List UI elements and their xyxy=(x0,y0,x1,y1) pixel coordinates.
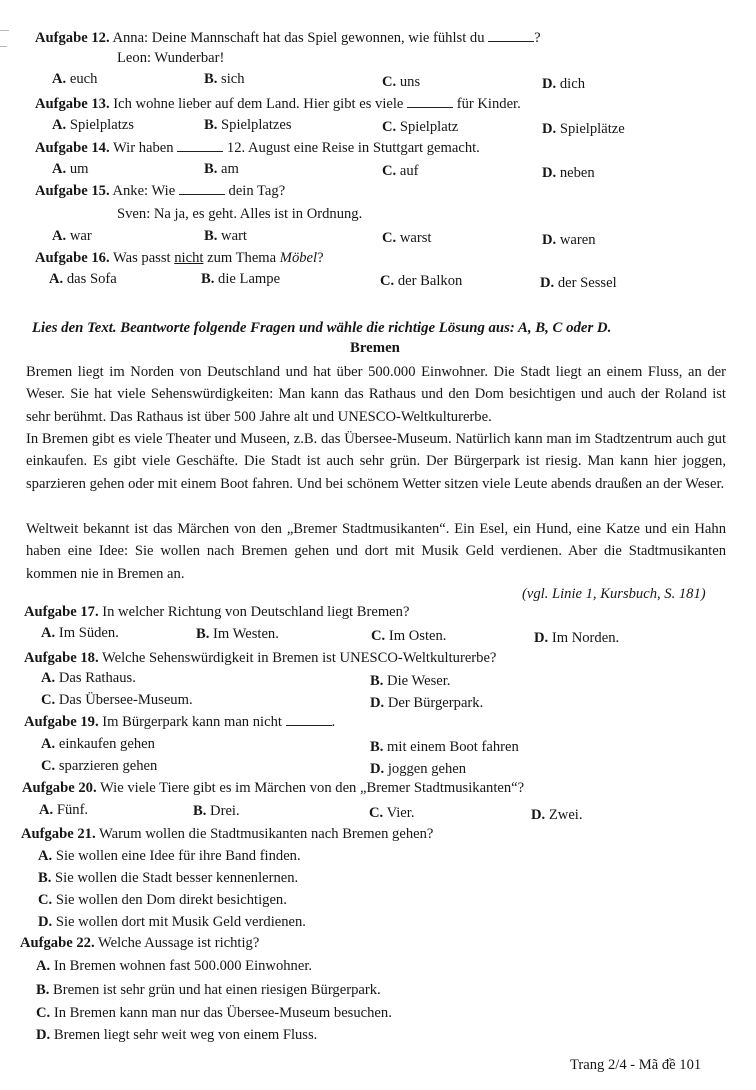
question-text-end: ? xyxy=(534,30,541,46)
question-text: Was passt xyxy=(112,250,171,266)
question-12 xyxy=(35,30,541,48)
paragraph-2: In Bremen gibt es viele Theater und Museen, z.B. das Übersee-Museum. Natürlich kann man im Stadtzentrum auch gut einkaufen. Es gibt viele Geschäfte. Die Stadt ist auch sehr grün. Der Bürgerpark ist riesig. Man kann hier joggen, sparzieren gehen oder mit einem Boot fahren. Und bei schönem Wetter sitzen viele Leute abends draußen an der Weser. xyxy=(26,431,726,492)
option-a[interactable]: A. einkaufen gehen xyxy=(41,736,155,752)
page-footer: Trang 2/4 - Mã đề 101 xyxy=(570,1057,702,1073)
question-number: Aufgabe 20. xyxy=(22,780,97,796)
paragraph-1: Bremen liegt im Norden von Deutschland und hat über 500.000 Einwohner. Die Stadt liegt an einem Fluss, an der Weser. Sie hat viele Sehenswürdigkeiten: Man kann das Rathaus und den Dom besichtigen und auch der Roland ist sehr berühmt. Das Rathaus ist über 500 Jahre alt und UNESCO-Weltkulturerbe. xyxy=(26,364,726,425)
option-b[interactable]: B. Drei. xyxy=(193,803,240,819)
option-c[interactable]: C. der Balkon xyxy=(380,273,463,289)
option-a[interactable]: A. Spielplatzs xyxy=(52,117,134,133)
question-number: Aufgabe 18. xyxy=(24,650,99,666)
question-19 xyxy=(24,714,335,732)
option-c[interactable]: C. auf xyxy=(382,163,419,179)
text-title: Bremen xyxy=(350,340,400,356)
answer-blank[interactable] xyxy=(407,96,453,108)
question-text: Welche Aussage ist richtig? xyxy=(97,935,260,951)
option-a[interactable]: A. In Bremen wohnen fast 500.000 Einwohner. xyxy=(36,958,313,974)
option-d[interactable]: D. joggen gehen xyxy=(370,761,467,777)
question-text-end: ? xyxy=(317,250,324,266)
option-d[interactable]: D. Der Bürgerpark. xyxy=(370,695,484,711)
question-text: Welche Sehenswürdigkeit in Bremen ist UNESCO-Weltkulturerbe? xyxy=(101,650,497,666)
question-17 xyxy=(24,604,409,622)
option-b[interactable]: B. sich xyxy=(204,71,245,87)
option-d[interactable]: D. der Sessel xyxy=(540,275,617,291)
question-text: Anke: Wie xyxy=(112,183,176,199)
question-14 xyxy=(35,140,480,158)
question-text: In welcher Richtung von Deutschland liegt Bremen? xyxy=(102,604,410,620)
question-text-end: . xyxy=(331,714,336,730)
option-c[interactable]: C. Im Osten. xyxy=(371,628,447,644)
question-number: Aufgabe 15. xyxy=(35,183,110,199)
option-c[interactable]: C. uns xyxy=(382,74,421,90)
option-b[interactable]: B. mit einem Boot fahren xyxy=(370,739,519,755)
question-text: Ich wohne lieber auf dem Land. Hier gibt es viele xyxy=(113,96,404,112)
scan-mark xyxy=(0,46,7,47)
option-d[interactable]: D. neben xyxy=(542,165,595,181)
option-a[interactable]: A. das Sofa xyxy=(49,271,117,287)
question-16 xyxy=(35,250,324,268)
option-d[interactable]: D. Bremen liegt sehr weit weg von einem Fluss. xyxy=(36,1027,318,1043)
question-13 xyxy=(35,96,521,114)
question-20 xyxy=(22,780,524,798)
answer-blank[interactable] xyxy=(177,140,223,152)
question-text: Anna: Deine Mannschaft hat das Spiel gewonnen, wie fühlst du xyxy=(112,30,485,46)
option-a[interactable]: A. war xyxy=(52,228,92,244)
option-a[interactable]: A. Sie wollen eine Idee für ihre Band finden. xyxy=(38,848,301,864)
underlined-word: nicht xyxy=(174,250,204,266)
option-b[interactable]: B. Im Westen. xyxy=(196,626,279,642)
question-text-end: dein Tag? xyxy=(228,183,286,199)
option-c[interactable]: C. Vier. xyxy=(369,805,415,821)
option-c[interactable]: C. Sie wollen den Dom direkt besichtigen. xyxy=(38,892,287,908)
option-c[interactable]: C. Spielplatz xyxy=(382,119,459,135)
option-b[interactable]: B. Die Weser. xyxy=(370,673,451,689)
option-a[interactable]: A. um xyxy=(52,161,89,177)
option-d[interactable]: D. Im Norden. xyxy=(534,630,620,646)
option-a[interactable]: A. Fünf. xyxy=(39,802,89,818)
option-d[interactable]: D. Spielplätze xyxy=(542,121,625,137)
option-d[interactable]: D. Zwei. xyxy=(531,807,583,823)
question-number: Aufgabe 12. xyxy=(35,30,110,46)
option-d[interactable]: D. waren xyxy=(542,232,596,248)
scan-mark xyxy=(0,30,9,31)
option-a[interactable]: A. Das Rathaus. xyxy=(41,670,136,686)
question-number: Aufgabe 16. xyxy=(35,250,110,266)
option-b[interactable]: B. wart xyxy=(204,228,247,244)
answer-blank[interactable] xyxy=(488,30,534,42)
option-c[interactable]: C. sparzieren gehen xyxy=(41,758,158,774)
paragraph-3: Weltweit bekannt ist das Märchen von den „Bremer Stadtmusikanten“. Ein Esel, ein Hund, eine Katze und ein Hahn haben eine Idee: Sie wollen nach Bremen gehen und dort mit Musik Geld verdienen. Aber die Stadtmusikanten kommen nie in Bremen an. xyxy=(26,521,726,582)
question-22 xyxy=(20,935,259,953)
question-12-reply: Leon: Wunderbar! xyxy=(117,50,225,66)
answer-blank[interactable] xyxy=(179,183,225,195)
option-a[interactable]: A. euch xyxy=(52,71,98,87)
option-c[interactable]: C. In Bremen kann man nur das Übersee-Museum besuchen. xyxy=(36,1005,392,1021)
question-number: Aufgabe 14. xyxy=(35,140,110,156)
option-b[interactable]: B. die Lampe xyxy=(201,271,281,287)
question-number: Aufgabe 22. xyxy=(20,935,95,951)
question-number: Aufgabe 19. xyxy=(24,714,99,730)
question-15 xyxy=(35,183,285,201)
option-c[interactable]: C. Das Übersee-Museum. xyxy=(41,692,193,708)
question-text: Wie viele Tiere gibt es im Märchen von den „Bremer Stadtmusikanten“? xyxy=(99,780,525,796)
option-d[interactable]: D. dich xyxy=(542,76,585,92)
question-15-reply: Sven: Na ja, es geht. Alles ist in Ordnung. xyxy=(117,206,363,222)
question-text-end: für Kinder. xyxy=(456,96,521,112)
option-a[interactable]: A. Im Süden. xyxy=(41,625,119,641)
option-b[interactable]: B. Sie wollen die Stadt besser kennenlernen. xyxy=(38,870,299,886)
answer-blank[interactable] xyxy=(286,714,332,726)
option-b[interactable]: B. am xyxy=(204,161,239,177)
question-number: Aufgabe 21. xyxy=(21,826,96,842)
question-number: Aufgabe 17. xyxy=(24,604,99,620)
question-text: Warum wollen die Stadtmusikanten nach Bremen gehen? xyxy=(98,826,434,842)
question-number: Aufgabe 13. xyxy=(35,96,110,112)
question-text-mid: zum Thema xyxy=(207,250,277,266)
question-21 xyxy=(21,826,433,844)
option-b[interactable]: B. Spielplatzes xyxy=(204,117,292,133)
question-text: Im Bürgerpark kann man nicht xyxy=(102,714,282,730)
source-citation: (vgl. Linie 1, Kursbuch, S. 181) xyxy=(522,586,706,602)
option-c[interactable]: C. warst xyxy=(382,230,432,246)
question-text-end: 12. August eine Reise in Stuttgart gemacht. xyxy=(226,140,480,156)
italic-topic: Möbel xyxy=(279,250,318,266)
question-18 xyxy=(24,650,496,668)
option-b[interactable]: B. Bremen ist sehr grün und hat einen riesigen Bürgerpark. xyxy=(36,982,381,998)
reading-instruction: Lies den Text. Beantworte folgende Fragen und wähle die richtige Lösung aus: A, B, C oder D. xyxy=(32,320,612,336)
option-d[interactable]: D. Sie wollen dort mit Musik Geld verdienen. xyxy=(38,914,306,930)
question-text: Wir haben xyxy=(112,140,174,156)
